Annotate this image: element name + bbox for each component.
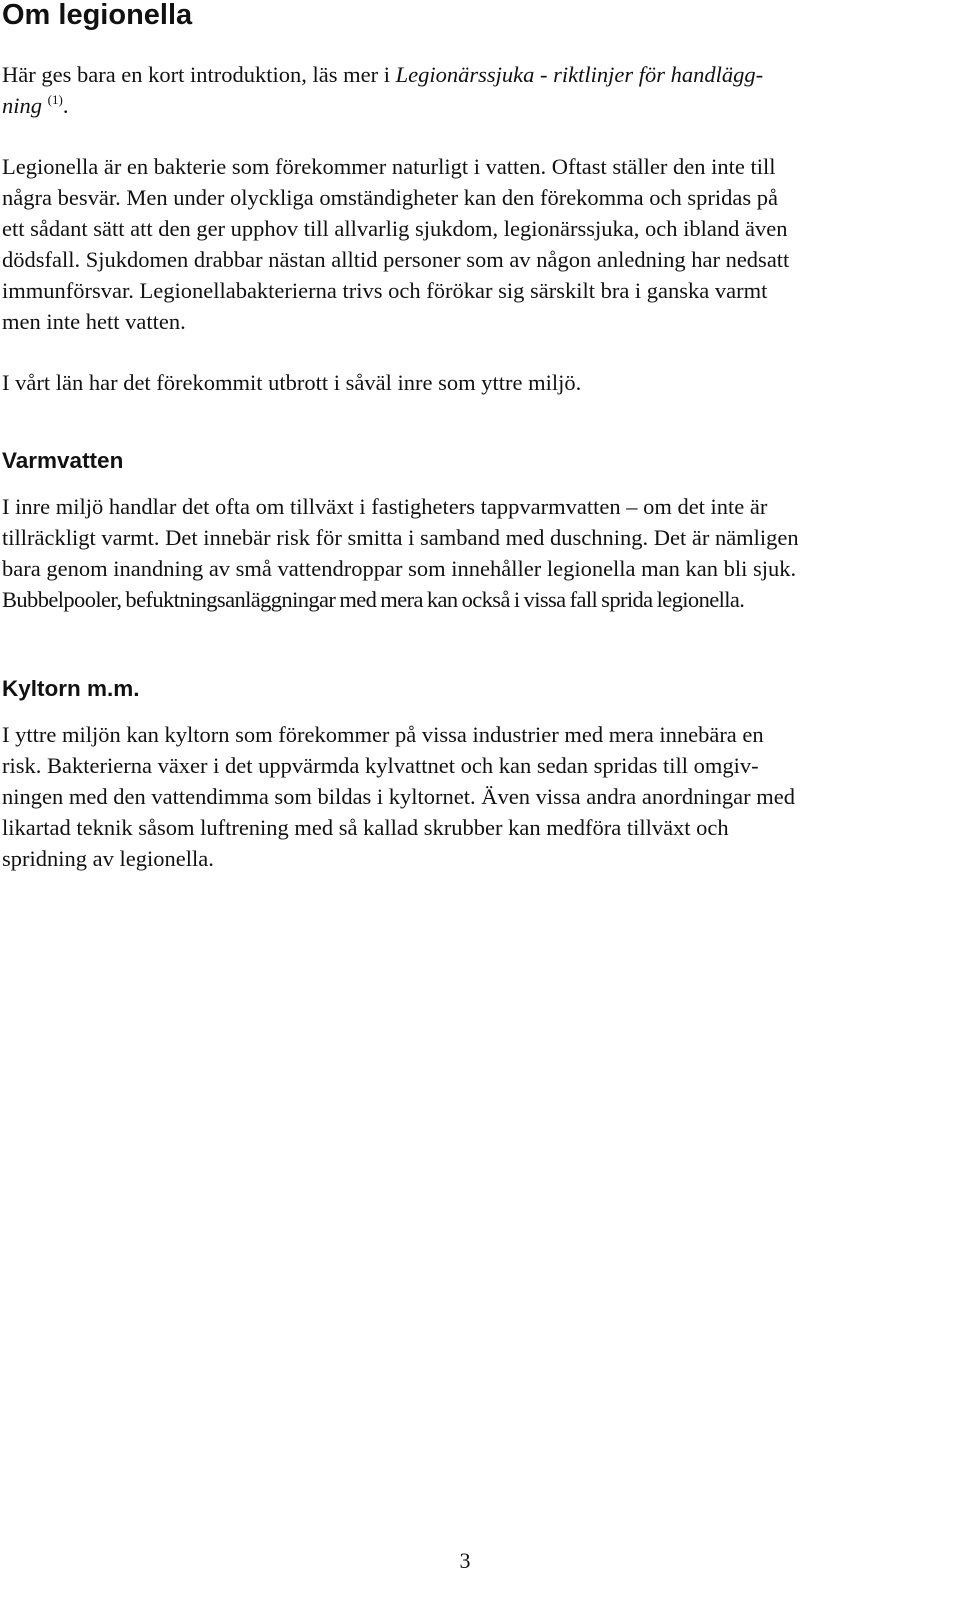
footnote-marker[interactable]: (1) [47, 92, 63, 107]
paragraph-line: immunförsvar. Legionellabakterierna trivs och förökar sig särskilt bra i ganska varmt [2, 278, 768, 303]
section-heading-kyltorn: Kyltorn m.m. [2, 676, 140, 701]
section-heading-varmvatten: Varmvatten [2, 448, 124, 473]
paragraph-kyltorn [2, 719, 952, 874]
page-content [2, 0, 952, 874]
paragraph-line: spridning av legionella. [2, 846, 214, 871]
paragraph-line: likartad teknik såsom luftrening med så kallad skrubber kan medföra tillväxt och [2, 815, 729, 840]
paragraph-legionella-description [2, 151, 952, 337]
intro-paragraph [2, 59, 952, 121]
page-title: Om legionella [2, 0, 193, 31]
paragraph-line: risk. Bakterierna växer i det uppvärmda kylvattnet och kan sedan spridas till omgiv- [2, 753, 759, 778]
paragraph-line: Legionella är en bakterie som förekommer naturligt i vatten. Oftast ställer den inte till [2, 154, 776, 179]
paragraph-line: ett sådant sätt att den ger upphov till allvarlig sjukdom, legionärssjuka, och ibland även [2, 216, 788, 241]
paragraph-line: Bubbelpooler, befuktningsanläggningar med mera kan också i vissa fall sprida legionella. [2, 587, 745, 612]
paragraph-line: I inre miljö handlar det ofta om tillväxt i fastigheters tappvarmvatten – om det inte är [2, 494, 768, 519]
reference-title-line2: ning [2, 93, 43, 118]
paragraph-line: ningen med den vattendimma som bildas i kyltornet. Även vissa andra anordningar med [2, 784, 795, 809]
paragraph-varmvatten [2, 491, 952, 615]
intro-lead: Här ges bara en kort introduktion, läs mer i [2, 62, 396, 87]
intro-trailing: . [62, 93, 69, 118]
paragraph-line: men inte hett vatten. [2, 309, 186, 334]
paragraph-line: dödsfall. Sjukdomen drabbar nästan alltid personer som av någon anledning har nedsatt [2, 247, 790, 272]
page-number: 3 [459, 1548, 471, 1573]
paragraph-outbreaks: I vårt län har det förekommit utbrott i såväl inre som yttre miljö. [2, 370, 582, 395]
paragraph-line: bara genom inandning av små vattendroppar som innehåller legionella man kan bli sjuk. [2, 556, 797, 581]
paragraph-line: I yttre miljön kan kyltorn som förekommer på vissa industrier med mera innebära en [2, 722, 764, 747]
paragraph-line: tillräckligt varmt. Det innebär risk för smitta i samband med duschning. Det är nämligen [2, 525, 799, 550]
reference-title-line1: Legionärssjuka - riktlinjer för handlägg- [395, 62, 764, 87]
paragraph-line: några besvär. Men under olyckliga omständigheter kan den förekomma och spridas på [2, 185, 779, 210]
